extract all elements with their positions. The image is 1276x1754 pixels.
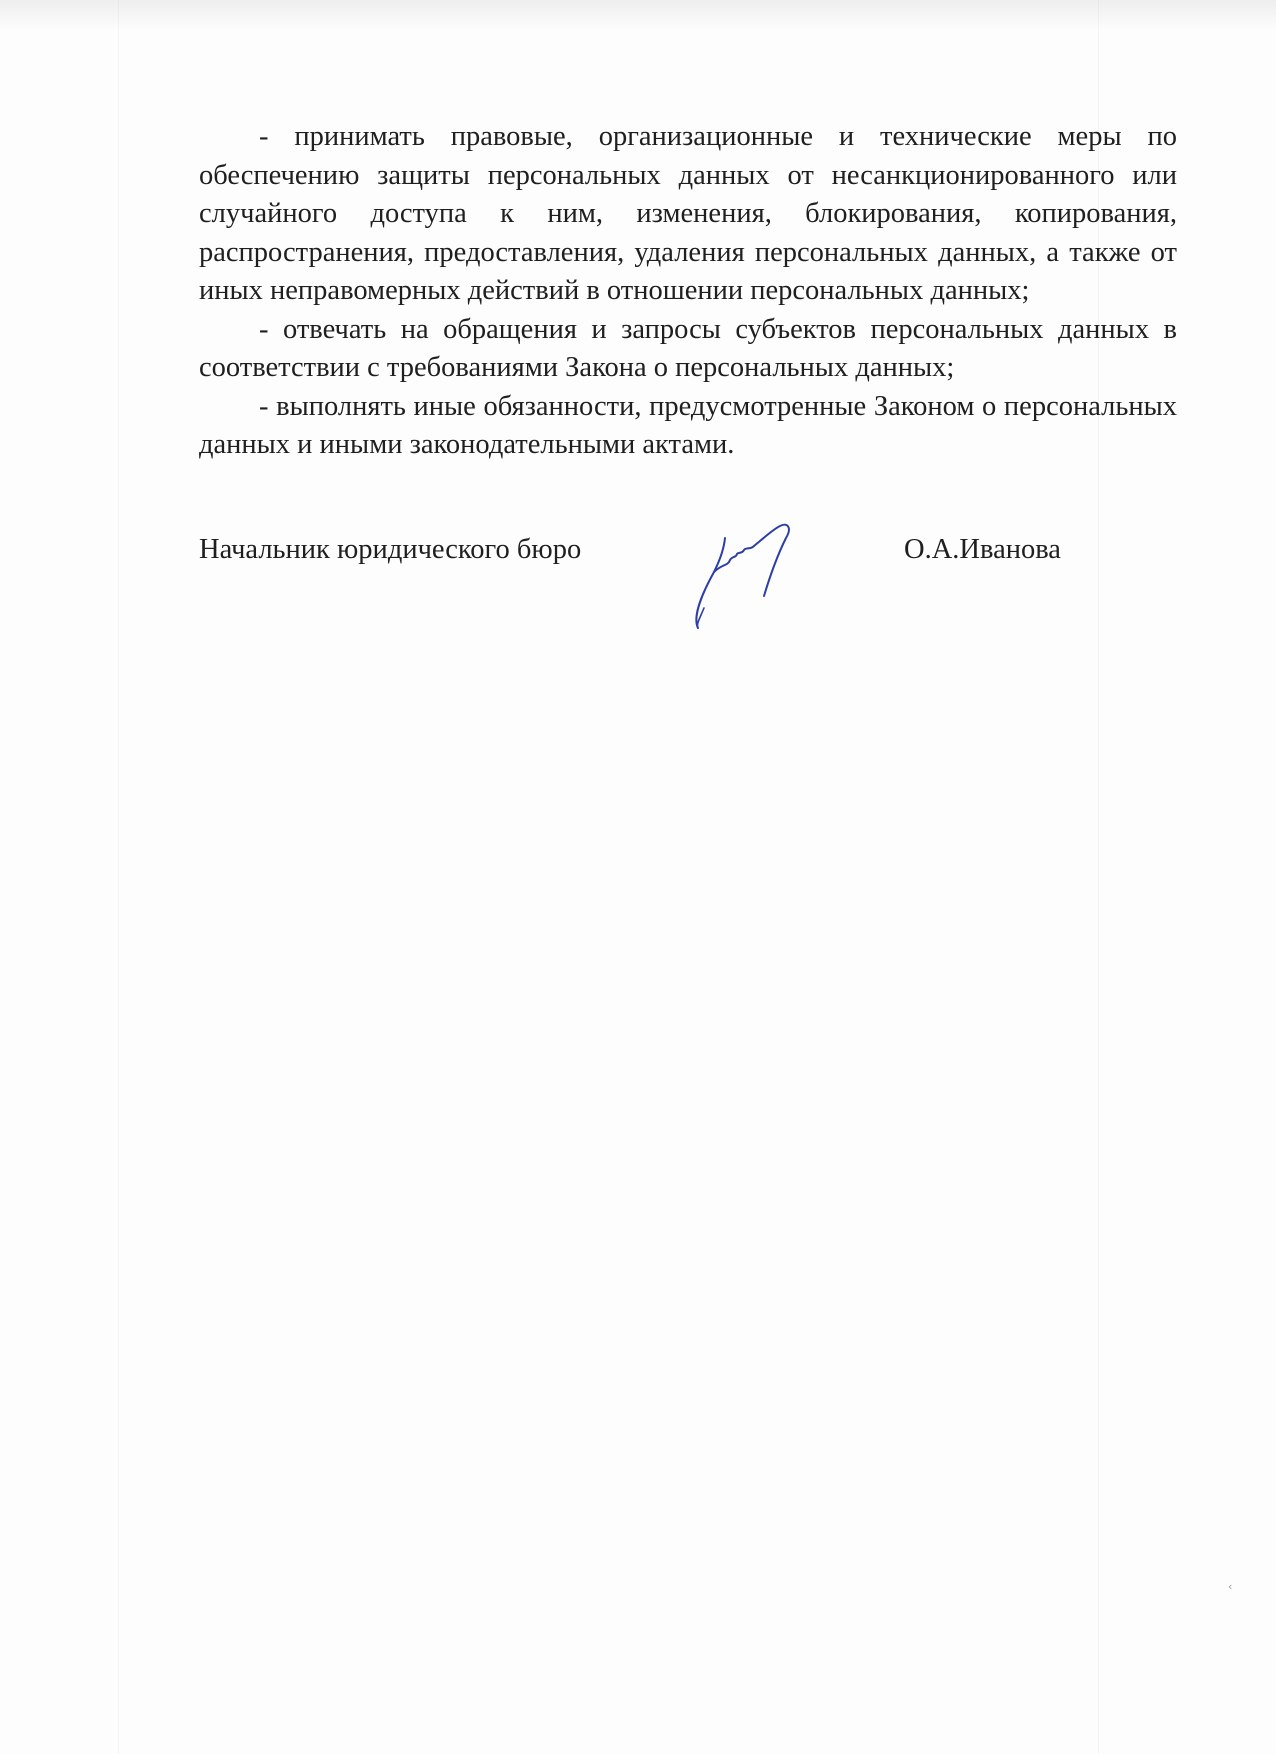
list-item: - принимать правовые, организационные и технические меры по обеспечению защиты персональных данных от несанкционированного или случайного доступа к ним, изменения, блокирования, копирования, распространения, предоставления, удаления персональных данных, а также от иных неправомерных действий в отношении персональных данных;: [199, 121, 1177, 306]
scan-edge-shadow: [0, 0, 1276, 30]
scan-artifact-line: [118, 0, 119, 1754]
signer-position: Начальник юридического бюро: [199, 534, 582, 565]
signer-name: О.А.Иванова: [904, 534, 1061, 565]
handwritten-signature: [680, 520, 815, 635]
list-item: - отвечать на обращения и запросы субъектов персональных данных в соответствии с требованиями Закона о персональных данных;: [199, 313, 1177, 383]
list-item: - выполнять иные обязанности, предусмотренные Законом о персональных данных и иными законодательными актами.: [199, 390, 1177, 460]
scan-mark: ‹: [1228, 1580, 1233, 1593]
document-body: [199, 118, 1177, 465]
signature-block: [199, 534, 1099, 574]
